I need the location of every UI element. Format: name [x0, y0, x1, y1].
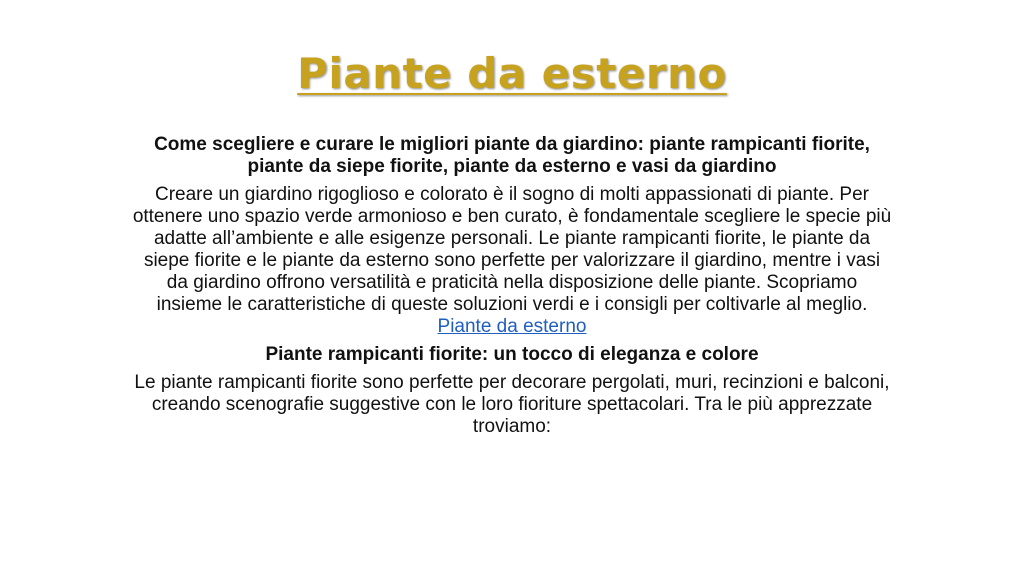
page-title-text: Piante da esterno	[297, 49, 727, 98]
section-heading-1: Come scegliere e curare le migliori piante da giardino: piante rampicanti fiorite, piante da siepe fiorite, piante da esterno e vasi da giardino	[154, 134, 870, 177]
intro-paragraph-text: Creare un giardino rigoglioso e colorato è il sogno di molti appassionati di piante. Per ottenere uno spazio verde armonioso e ben curato, è fondamentale scegliere le specie più adatte all’ambiente e alle esigenze personali. Le piante rampicanti fiorite, le piante da siepe fiorite e le piante da esterno sono perfette per valorizzare il giardino, mentre i vasi da giardino offrono versatilità e praticità nella disposizione delle piante. Scopriamo insieme le caratteristiche di queste soluzioni verdi e i consigli per coltivarle al meglio.	[132, 184, 892, 315]
page-title	[0, 46, 1024, 102]
section-heading-2: Piante rampicanti fiorite: un tocco di eleganza e colore	[265, 344, 759, 365]
piante-da-esterno-link[interactable]: Piante da esterno	[437, 316, 587, 337]
article-body	[132, 134, 892, 444]
intro-paragraph	[132, 184, 892, 338]
rampicanti-paragraph: Le piante rampicanti fiorite sono perfette per decorare pergolati, muri, recinzioni e balconi, creando scenografie suggestive con le loro fioriture spettacolari. Tra le più apprezzate troviamo:	[134, 372, 890, 437]
